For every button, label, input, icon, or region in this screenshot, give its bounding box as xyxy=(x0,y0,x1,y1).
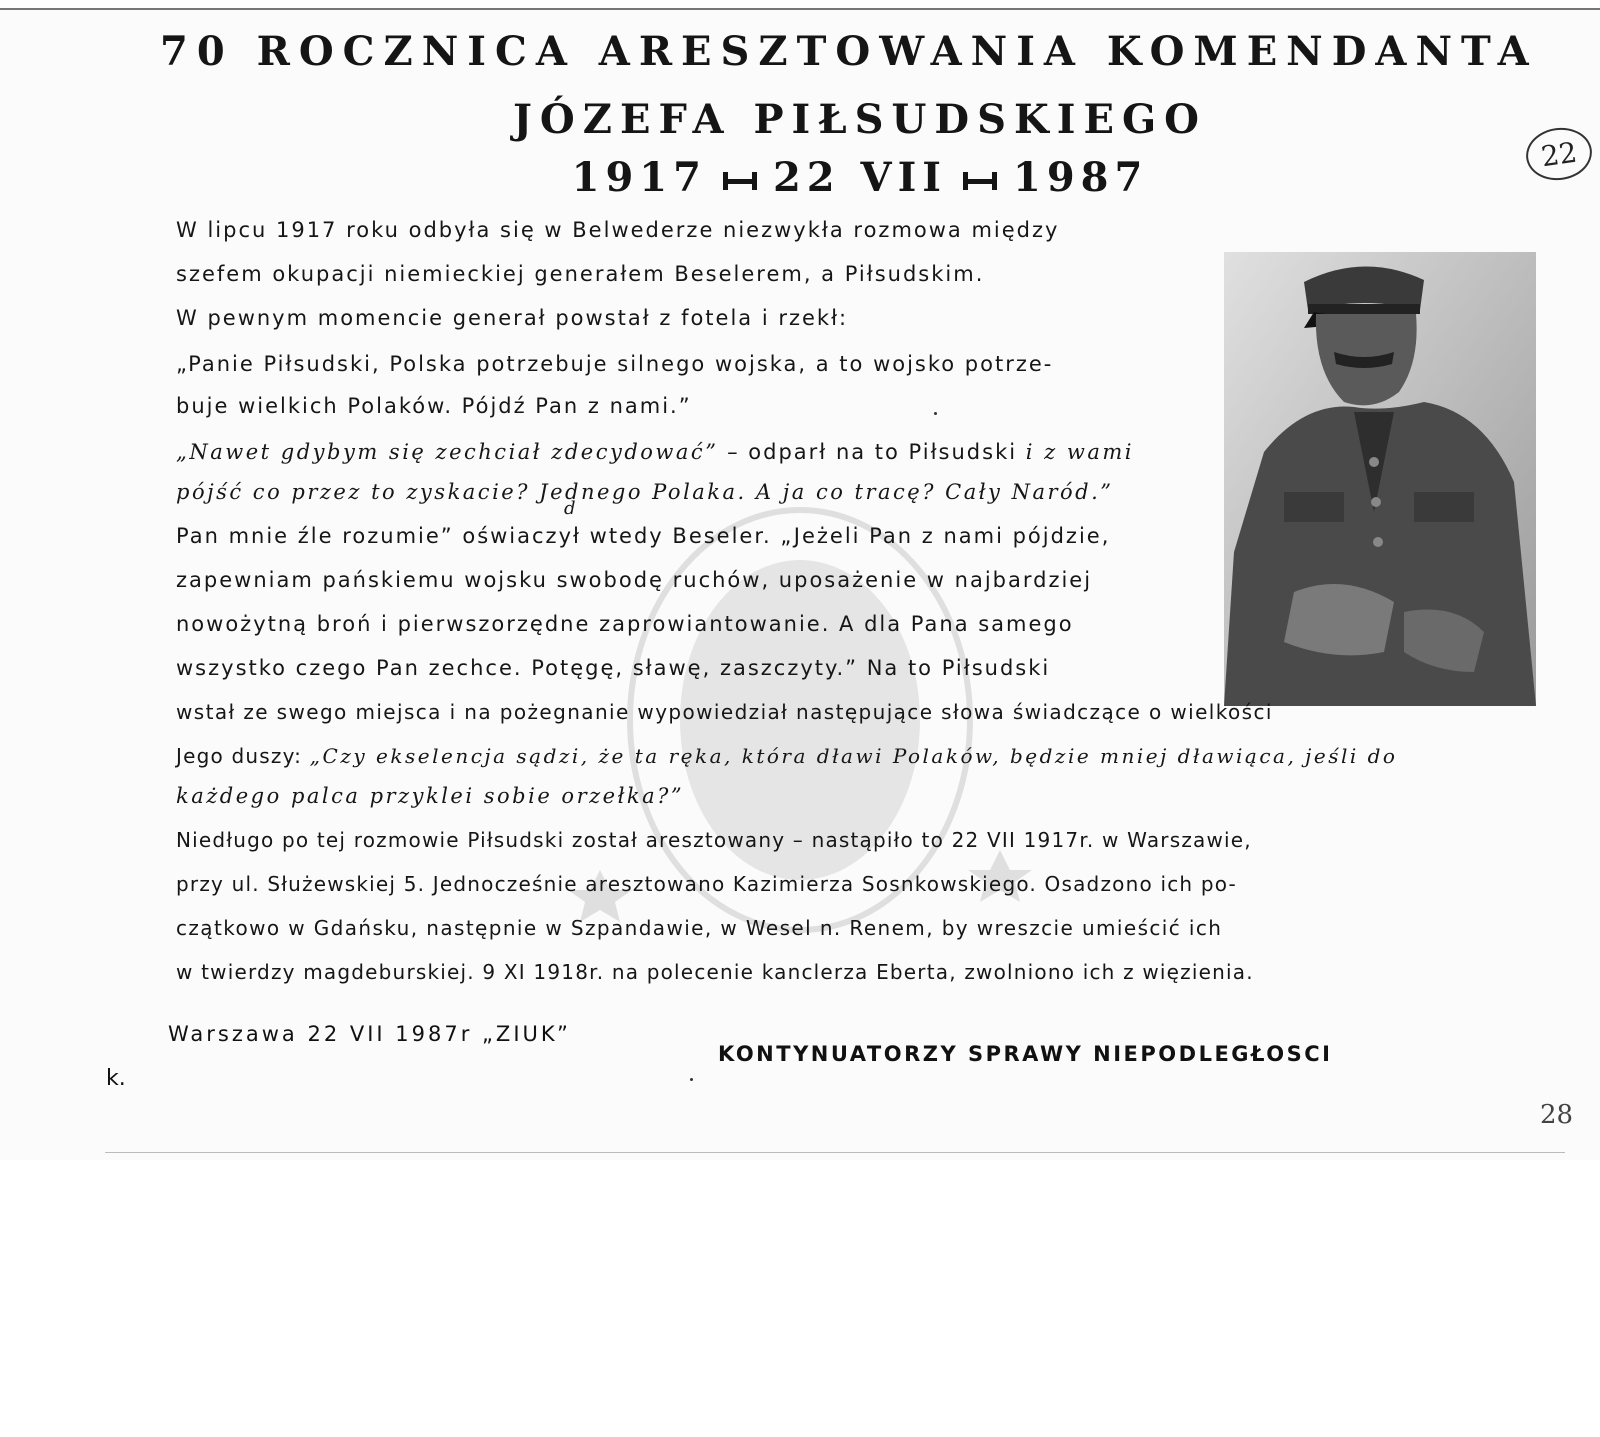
quote-italic-tail: i z wami xyxy=(1025,440,1135,464)
page-number: 28 xyxy=(1540,1100,1574,1130)
speck xyxy=(934,412,937,415)
text-line: przy ul. Służewskiej 5. Jednocześnie aresztowano Kazimierza Sosnkowskiego. Osadzono ich po- xyxy=(176,872,1237,896)
place-and-date: Warszawa 22 VII 1987r „ZIUK” xyxy=(168,1022,571,1046)
text-line: wstał ze swego miejsca i na pożegnanie wypowiedział następujące słowa świadczące o wielkości xyxy=(176,700,1273,724)
quote-line-continuation: pójść co przez to zyskacie? Jednego Polaka. A ja co tracę? Cały Naród.” xyxy=(176,480,1114,504)
circled-annotation: 22 xyxy=(1523,124,1596,185)
separator-icon xyxy=(723,172,757,190)
quote-normal: Jego duszy: xyxy=(176,744,310,768)
date-start: 1917 xyxy=(571,154,707,201)
separator-icon xyxy=(963,172,997,190)
quote-line xyxy=(176,440,1134,464)
date-mid: 22 VII xyxy=(772,154,948,201)
quote-line-continuation: każdego palca przyklei sobie orzełka?” xyxy=(176,784,685,808)
text-line: szefem okupacji niemieckiej generałem Beselerem, a Piłsudskim. xyxy=(176,262,985,286)
quote-line xyxy=(176,744,1397,768)
text-line: w twierdzy magdeburskiej. 9 XI 1918r. na polecenie kanclerza Eberta, zwolniono ich z więzienia. xyxy=(176,960,1254,984)
text-line: zapewniam pańskiemu wojsku swobodę ruchów, uposażenie w najbardziej xyxy=(176,568,1093,592)
quote-normal: – odparł na to Piłsudski xyxy=(718,440,1026,464)
text-line: Pan mnie źle rozumie” oświaczył wtedy Beseler. „Jeżeli Pan z nami pójdzie, xyxy=(176,524,1111,548)
headline-dates xyxy=(60,154,1600,201)
stray-mark: k. xyxy=(106,1066,126,1091)
text-line: „Panie Piłsudski, Polska potrzebuje silnego wojska, a to wojsko potrze- xyxy=(176,352,1054,376)
text-line: wszystko czego Pan zechce. Potęgę, sławę, zaszczyty.” Na to Piłsudski xyxy=(176,656,1051,680)
handwritten-insert: d xyxy=(564,498,579,519)
text-line: W lipcu 1917 roku odbyła się w Belwederze niezwykła rozmowa między xyxy=(176,218,1060,242)
text-line: nowożytną broń i pierwszorzędne zaprowiantowanie. A dla Pana samego xyxy=(176,612,1074,636)
text-line: Niedługo po tej rozmowie Piłsudski został aresztowany – nastąpiło to 22 VII 1917r. w Warszawie, xyxy=(176,828,1252,852)
quote-italic: „Nawet gdybym się zechciał zdecydować” xyxy=(176,440,719,464)
quote-italic: „Czy ekselencja sądzi, że ta ręka, która dławi Polaków, będzie mniej dławiąca, jeśli do xyxy=(309,744,1398,768)
text-line: czątkowo w Gdańsku, następnie w Szpandawie, w Wesel n. Renem, by wreszcie umieścić ich xyxy=(176,916,1223,940)
signature: KONTYNUATORZY SPRAWY NIEPODLEGŁOSCI xyxy=(718,1042,1333,1066)
text-line: buje wielkich Polaków. Pójdź Pan z nami.” xyxy=(176,394,692,418)
soldier-portrait-icon xyxy=(1224,252,1536,706)
speck xyxy=(690,1078,693,1081)
date-end: 1987 xyxy=(1013,154,1149,201)
headline-line-2: JÓZEFA PIŁSUDSKIEGO xyxy=(513,96,1207,143)
sheet-edge xyxy=(105,1152,1565,1153)
headline-line-1: 70 ROCZNICA ARESZTOWANIA KOMENDANTA xyxy=(160,28,1538,75)
portrait-photo xyxy=(1224,252,1536,706)
text-line: W pewnym momencie generał powstał z fotela i rzekł: xyxy=(176,306,849,330)
